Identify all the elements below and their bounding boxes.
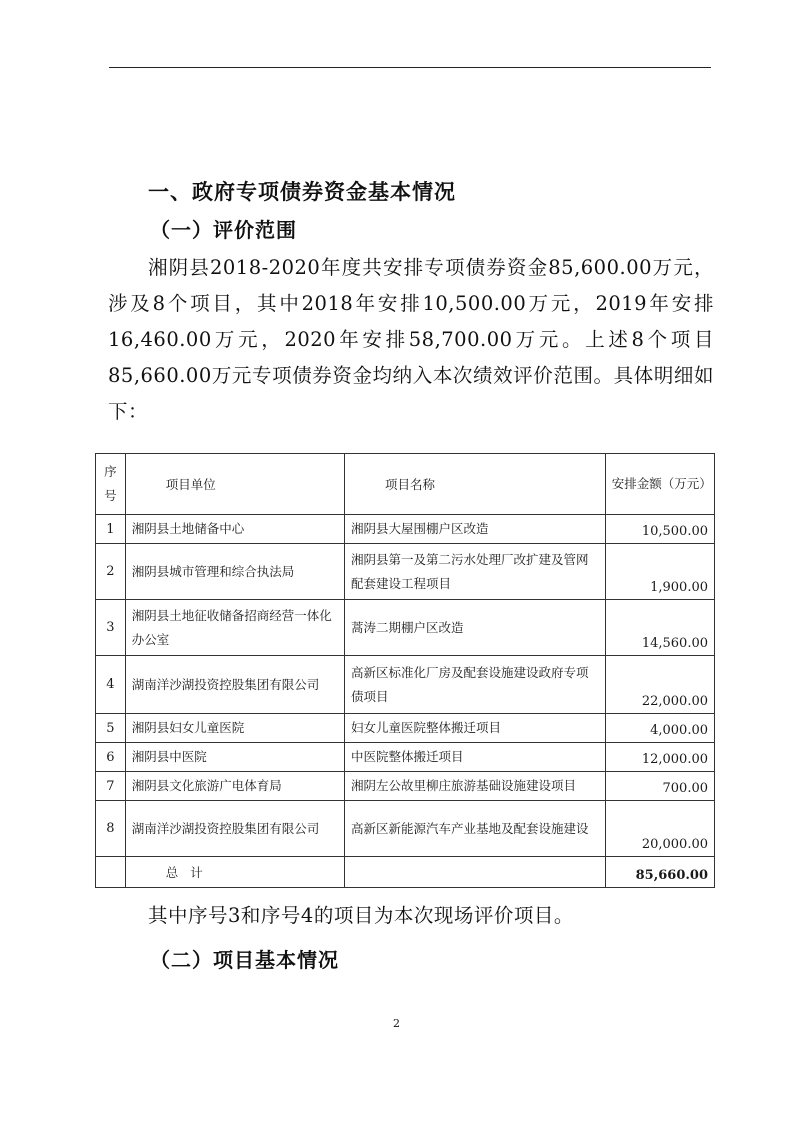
section-title: 一、政府专项债券资金基本情况 <box>148 179 456 204</box>
onsite-note: 其中序号3和序号4的项目为本次现场评价项目。 <box>148 904 574 927</box>
row-amount: 22,000.00 <box>605 656 714 714</box>
table-row <box>96 714 715 743</box>
row-name: 高新区标准化厂房及配套设施建设政府专项债项目 <box>345 656 606 714</box>
row-name: 湘阴县第一及第二污水处理厂改扩建及管网配套建设工程项目 <box>345 544 606 600</box>
row-seq: 1 <box>96 515 126 544</box>
header-amount: 安排金额（万元） <box>605 454 714 515</box>
row-amount: 20,000.00 <box>605 801 714 857</box>
row-seq: 7 <box>96 772 126 801</box>
row-unit: 湘阴县妇女儿童医院 <box>125 714 344 743</box>
table-header-row <box>96 454 715 515</box>
row-name: 高新区新能源汽车产业基地及配套设施建设 <box>345 801 606 857</box>
row-seq: 4 <box>96 656 126 714</box>
scope-paragraph: 湘阴县2018-2020年度共安排专项债券资金85,600.00万元，涉及8个项目，其中2018年安排10,500.00万元，2019年安排16,460.00万元，2020年安排58,700.00万元。上述8个项目85,660.00万元专项债券资金均纳入本次绩效评价范围。具体明细如下： <box>108 256 714 423</box>
table-row <box>96 772 715 801</box>
row-amount: 1,900.00 <box>605 544 714 600</box>
total-name-empty <box>345 857 606 888</box>
row-amount: 4,000.00 <box>605 714 714 743</box>
row-unit: 湖南洋沙湖投资控股集团有限公司 <box>125 656 344 714</box>
table-row <box>96 743 715 772</box>
row-name: 蒿涛二期棚户区改造 <box>345 600 606 656</box>
row-amount: 12,000.00 <box>605 743 714 772</box>
row-unit: 湘阴县土地储备中心 <box>125 515 344 544</box>
total-label: 总计 <box>125 857 344 888</box>
table-row <box>96 656 715 714</box>
row-amount: 700.00 <box>605 772 714 801</box>
row-amount: 14,560.00 <box>605 600 714 656</box>
row-unit: 湘阴县土地征收储备招商经营一体化办公室 <box>125 600 344 656</box>
row-seq: 5 <box>96 714 126 743</box>
project-table <box>95 453 715 888</box>
row-seq: 3 <box>96 600 126 656</box>
header-name: 项目名称 <box>345 454 606 515</box>
row-seq: 2 <box>96 544 126 600</box>
row-name: 妇女儿童医院整体搬迁项目 <box>345 714 606 743</box>
row-name: 湘阴左公故里柳庄旅游基础设施建设项目 <box>345 772 606 801</box>
row-seq: 6 <box>96 743 126 772</box>
row-seq: 8 <box>96 801 126 857</box>
table-row <box>96 544 715 600</box>
row-name: 湘阴县大屋围棚户区改造 <box>345 515 606 544</box>
table-row <box>96 600 715 656</box>
table-row <box>96 515 715 544</box>
table-total-row <box>96 857 715 888</box>
header-rule <box>109 67 711 68</box>
total-amount: 85,660.00 <box>605 857 714 888</box>
row-amount: 10,500.00 <box>605 515 714 544</box>
row-unit: 湘阴县文化旅游广电体育局 <box>125 772 344 801</box>
row-unit: 湖南洋沙湖投资控股集团有限公司 <box>125 801 344 857</box>
total-seq-empty <box>96 857 126 888</box>
subsection-title-scope: （一）评价范围 <box>150 218 297 242</box>
page-number: 2 <box>393 1017 400 1030</box>
header-seq: 序号 <box>96 454 126 515</box>
header-unit: 项目单位 <box>125 454 344 515</box>
row-name: 中医院整体搬迁项目 <box>345 743 606 772</box>
row-unit: 湘阴县中医院 <box>125 743 344 772</box>
subsection-title-basic: （二）项目基本情况 <box>150 948 339 972</box>
table-row <box>96 801 715 857</box>
row-unit: 湘阴县城市管理和综合执法局 <box>125 544 344 600</box>
